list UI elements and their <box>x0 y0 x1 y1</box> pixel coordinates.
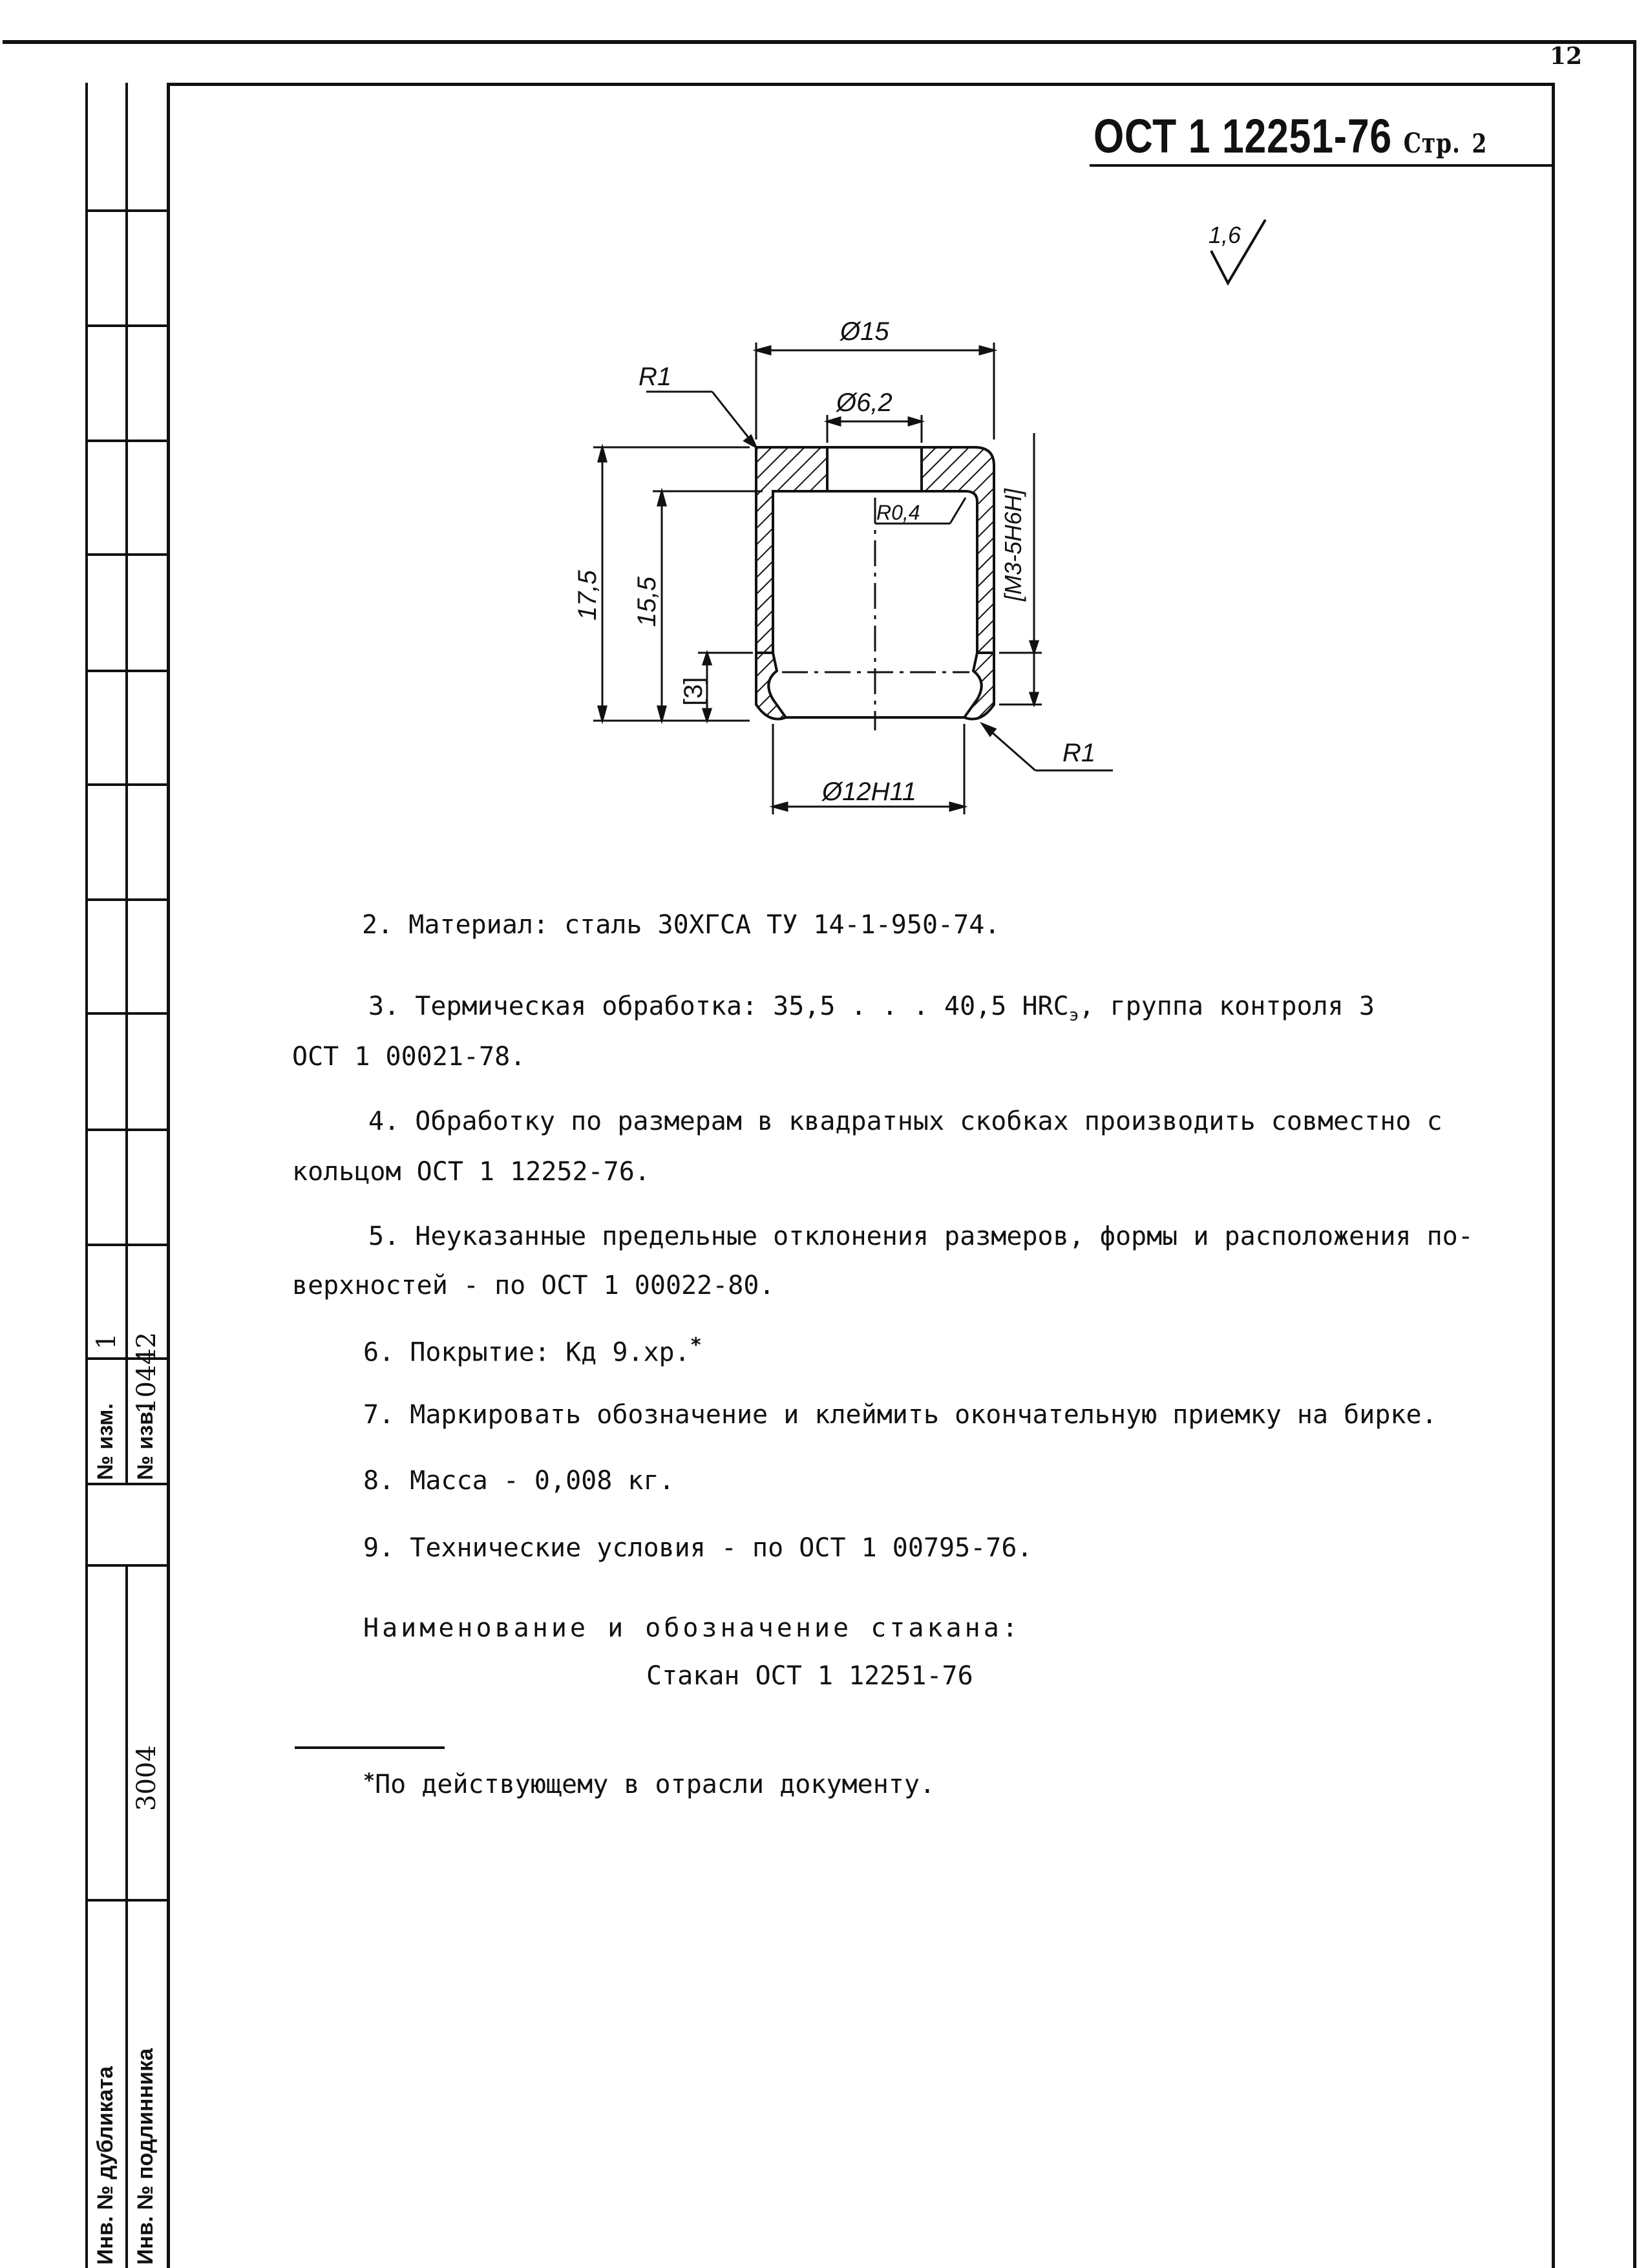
reference-number: 3004 <box>132 1745 162 1811</box>
side-row-line <box>85 1012 169 1015</box>
document-header <box>1093 109 1487 164</box>
footnote <box>363 1770 935 1799</box>
dim-inner-radius: R0,4 <box>876 501 920 524</box>
dim-radius-bottom: R1 <box>1062 739 1096 767</box>
naming-heading: Наименование и обозначение стакана: <box>363 1613 1021 1643</box>
sheet-number: 12 <box>1550 43 1583 70</box>
duplicate-inventory-label: Инв. № дубликата <box>93 2066 118 2265</box>
note-3-subscript: э <box>1068 1006 1079 1025</box>
note-6-coating <box>363 1334 702 1367</box>
change-number-label: № изм. <box>93 1403 118 1480</box>
side-border-left <box>85 83 88 2268</box>
groove-section-left <box>756 653 786 719</box>
wall-section-left <box>756 446 827 653</box>
note-3-text: 3. Термическая обработка: 35,5 . . . 40,5 HRC <box>368 991 1069 1021</box>
notice-number-label: № изв. <box>133 1405 158 1480</box>
side-row-line <box>85 670 169 672</box>
note-6-text: 6. Покрытие: Кд 9.хр. <box>363 1337 690 1368</box>
footnote-mark: * <box>363 1770 375 1792</box>
side-row-line <box>85 898 169 901</box>
note-4-line-2: кольцом ОСТ 1 12252-76. <box>292 1157 650 1187</box>
side-row-line <box>85 553 169 556</box>
document-code: ОСТ 1 12251-76 <box>1093 109 1392 163</box>
dim-outer-diameter: Ø15 <box>840 317 889 346</box>
note-3-heat-treatment <box>368 991 1375 1025</box>
wall-section-right <box>922 447 994 653</box>
side-row-line <box>85 324 169 327</box>
note-6-footnote-mark: * <box>690 1334 702 1357</box>
side-divider-lower <box>125 1567 128 2268</box>
note-4-line-1: 4. Обработку по размерам в квадратных скобках производить совместно с <box>368 1107 1442 1136</box>
title-underline <box>1090 164 1555 167</box>
side-row-line <box>85 1244 169 1246</box>
side-row-line <box>85 1899 169 1902</box>
note-9-conditions: 9. Технические условия - по ОСТ 1 00795-76. <box>363 1533 1033 1563</box>
note-3-line-2: ОСТ 1 00021-78. <box>292 1042 526 1072</box>
side-row-line <box>85 1129 169 1131</box>
side-row-line <box>85 209 169 212</box>
dim-hole-diameter: Ø6,2 <box>836 388 893 417</box>
footnote-text: По действующему в отрасли документу. <box>375 1770 936 1799</box>
page-label: Стр. <box>1403 127 1461 159</box>
cup-drawing <box>569 304 1137 860</box>
notice-number-value: 10442 <box>132 1331 162 1414</box>
page-number: 2 <box>1472 129 1488 159</box>
change-number-value: 1 <box>92 1333 121 1350</box>
dim-radius-top: R1 <box>639 363 672 391</box>
roughness-value: 1,6 <box>1209 222 1241 248</box>
side-stamp-column <box>85 83 169 2268</box>
dim-height-inner: 15,5 <box>633 577 661 627</box>
dim-thread: [M3-5H6H] <box>1000 488 1026 601</box>
dim-height-total: 17,5 <box>573 570 602 620</box>
note-5-line-2: верхностей - по ОСТ 1 00022-80. <box>292 1271 775 1300</box>
note-2-material: 2. Материал: сталь 30ХГСА ТУ 14-1-950-74. <box>362 910 1000 940</box>
dim-groove: [3] <box>679 677 708 706</box>
side-row-line <box>85 1483 169 1485</box>
naming-value: Стакан ОСТ 1 12251-76 <box>646 1661 973 1691</box>
dim-bottom-diameter: Ø12H11 <box>822 778 917 806</box>
side-row-line <box>85 783 169 786</box>
note-8-mass: 8. Масса - 0,008 кг. <box>363 1466 675 1496</box>
original-inventory-label: Инв. № подлинника <box>133 2048 158 2265</box>
surface-roughness-icon <box>1202 215 1293 292</box>
note-3-text-cont: , группа контроля 3 <box>1079 991 1375 1021</box>
note-5-line-1: 5. Неуказанные предельные отклонения размеров, формы и расположения по- <box>368 1222 1474 1251</box>
side-row-line <box>85 440 169 442</box>
note-7-marking: 7. Маркировать обозначение и клеймить окончательную приемку на бирке. <box>363 1400 1437 1430</box>
side-row-line <box>85 1564 169 1567</box>
footnote-rule <box>295 1746 445 1749</box>
groove-section-right <box>964 653 994 719</box>
